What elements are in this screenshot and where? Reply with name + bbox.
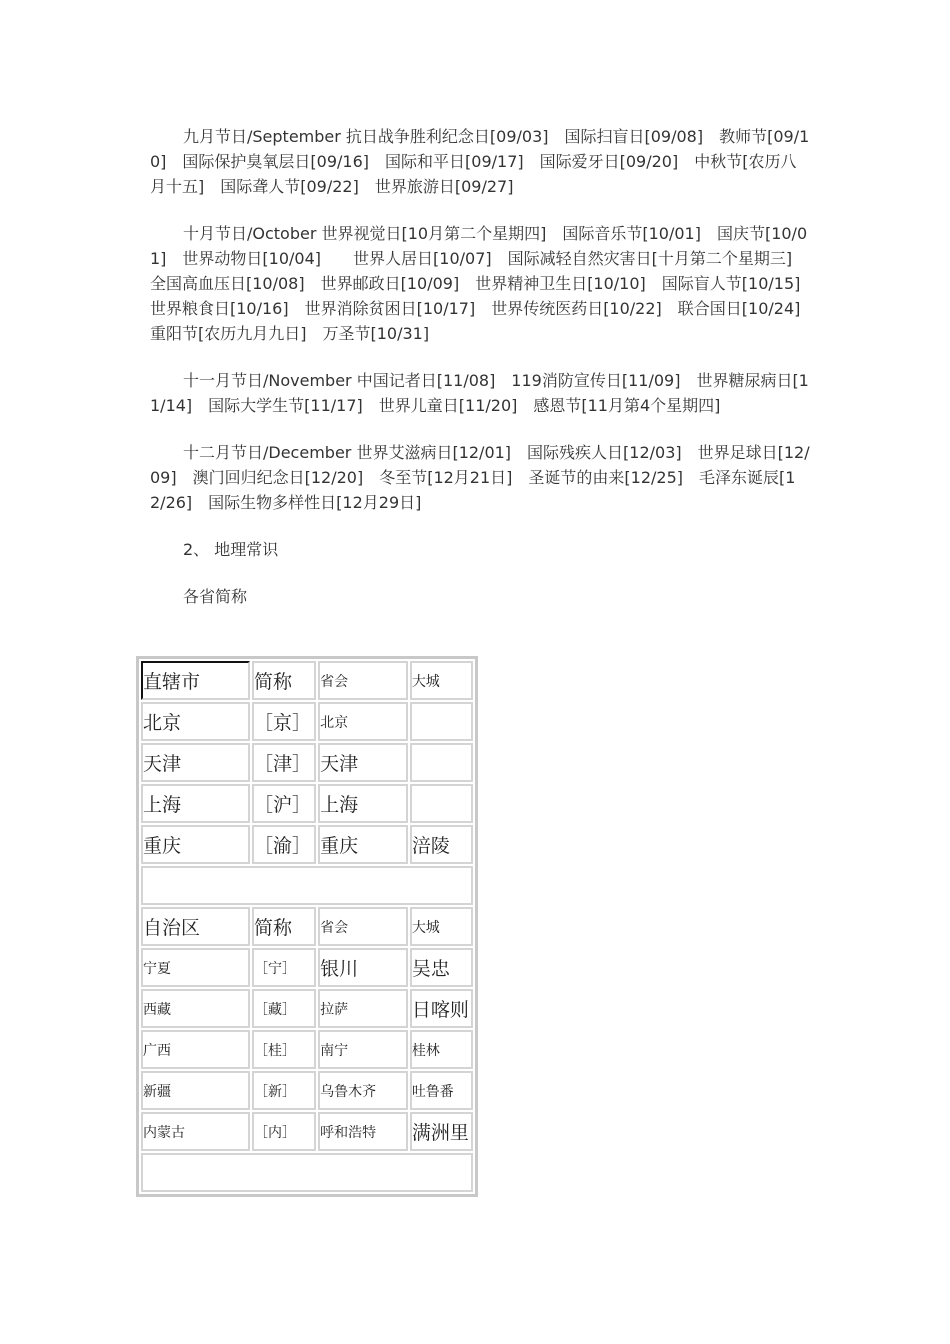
table-row [141, 743, 473, 782]
table-spacer-row [141, 1153, 473, 1192]
table-cell [410, 702, 473, 741]
table-cell: 吴忠 [410, 948, 473, 987]
table-cell: ［藏］ [252, 989, 316, 1028]
table-row [141, 702, 473, 741]
table-cell [410, 784, 473, 823]
table-row [141, 1071, 473, 1110]
table-header-cell: 省会 [318, 661, 408, 700]
table-cell: 日喀则 [410, 989, 473, 1028]
table-row [141, 1112, 473, 1151]
table-cell: 西藏 [141, 989, 250, 1028]
table-cell: 重庆 [318, 825, 408, 864]
section-heading: 2、 地理常识 [183, 540, 279, 559]
table-header-cell: 大城 [410, 661, 473, 700]
table-cell: 内蒙古 [141, 1112, 250, 1151]
table-cell: 新疆 [141, 1071, 250, 1110]
table-empty-cell [141, 1153, 473, 1192]
table-cell: ［津］ [252, 743, 316, 782]
table-cell [410, 743, 473, 782]
table-spacer-row [141, 866, 473, 905]
table-row [141, 1030, 473, 1069]
table-header-cell: 大城 [410, 907, 473, 946]
december-festivals: 十二月节日/December 世界艾滋病日[12/01] 国际残疾人日[12/03] 世界足球日[12/09] 澳门回归纪念日[12/20] 冬至节[12月21日] 圣诞节的由来[12/25] 毛泽东诞辰[12/26] 国际生物多样性日[12月29日] [150, 443, 810, 512]
sub-heading: 各省简称 [183, 587, 248, 606]
table-header-cell: 自治区 [141, 907, 250, 946]
table-cell: 天津 [141, 743, 250, 782]
table-cell: 广西 [141, 1030, 250, 1069]
table-cell: 上海 [141, 784, 250, 823]
october-festivals: 十月节日/October 世界视觉日[10月第二个星期四] 国际音乐节[10/01] 国庆节[10/01] 世界动物日[10/04] 世界人居日[10/07] 国际减轻自然灾害日[十月第二个星期三] 全国高血压日[10/08] 世界邮政日[10/09] 世界精神卫生日[10/10] 国际盲人节[10/15] 世界粮食日[10/16] 世界消除贫困日[10/17] 世界传统医药日[10/22] 联合国日[10/24] 重阳节[农历九月九日] 万圣节[10/31] [150, 224, 817, 343]
table-cell: 呼和浩特 [318, 1112, 408, 1151]
table-row [141, 784, 473, 823]
table-header-row [141, 907, 473, 946]
november-festivals: 十一月节日/November 中国记者日[11/08] 119消防宣传日[11/09] 世界糖尿病日[11/14] 国际大学生节[11/17] 世界儿童日[11/20] 感恩节[11月第4个星期四] [150, 371, 809, 415]
table-cell: 桂林 [410, 1030, 473, 1069]
table-header-cell: 简称 [252, 661, 316, 700]
table-cell: 北京 [141, 702, 250, 741]
table-cell: 满洲里 [410, 1112, 473, 1151]
table-cell: ［宁］ [252, 948, 316, 987]
table-cell: 上海 [318, 784, 408, 823]
table-cell: 乌鲁木齐 [318, 1071, 408, 1110]
table-row [141, 825, 473, 864]
table-cell: ［沪］ [252, 784, 316, 823]
september-festivals: 九月节日/September 抗日战争胜利纪念日[09/03] 国际扫盲日[09/08] 教师节[09/10] 国际保护臭氧层日[09/16] 国际和平日[09/17] 国际爱牙日[09/20] 中秋节[农历八月十五] 国际聋人节[09/22] 世界旅游日[09/27] [150, 127, 810, 196]
table-cell: ［京］ [252, 702, 316, 741]
table-header-cell: 直辖市 [141, 661, 250, 700]
table-cell: 宁夏 [141, 948, 250, 987]
table-empty-cell [141, 866, 473, 905]
table-cell: ［桂］ [252, 1030, 316, 1069]
table-header-cell: 简称 [252, 907, 316, 946]
table-cell: ［渝］ [252, 825, 316, 864]
table-row [141, 948, 473, 987]
table-header-row [141, 661, 473, 700]
table-cell: ［新］ [252, 1071, 316, 1110]
table-cell: 涪陵 [410, 825, 473, 864]
table-cell: 重庆 [141, 825, 250, 864]
table-row [141, 989, 473, 1028]
table-cell: 吐鲁番 [410, 1071, 473, 1110]
table-cell: 天津 [318, 743, 408, 782]
table-cell: 北京 [318, 702, 408, 741]
table-cell: 银川 [318, 948, 408, 987]
table-cell: ［内］ [252, 1112, 316, 1151]
table-header-cell: 省会 [318, 907, 408, 946]
document-body [150, 124, 817, 631]
province-abbreviation-table [136, 656, 478, 1197]
table-cell: 南宁 [318, 1030, 408, 1069]
table-cell: 拉萨 [318, 989, 408, 1028]
